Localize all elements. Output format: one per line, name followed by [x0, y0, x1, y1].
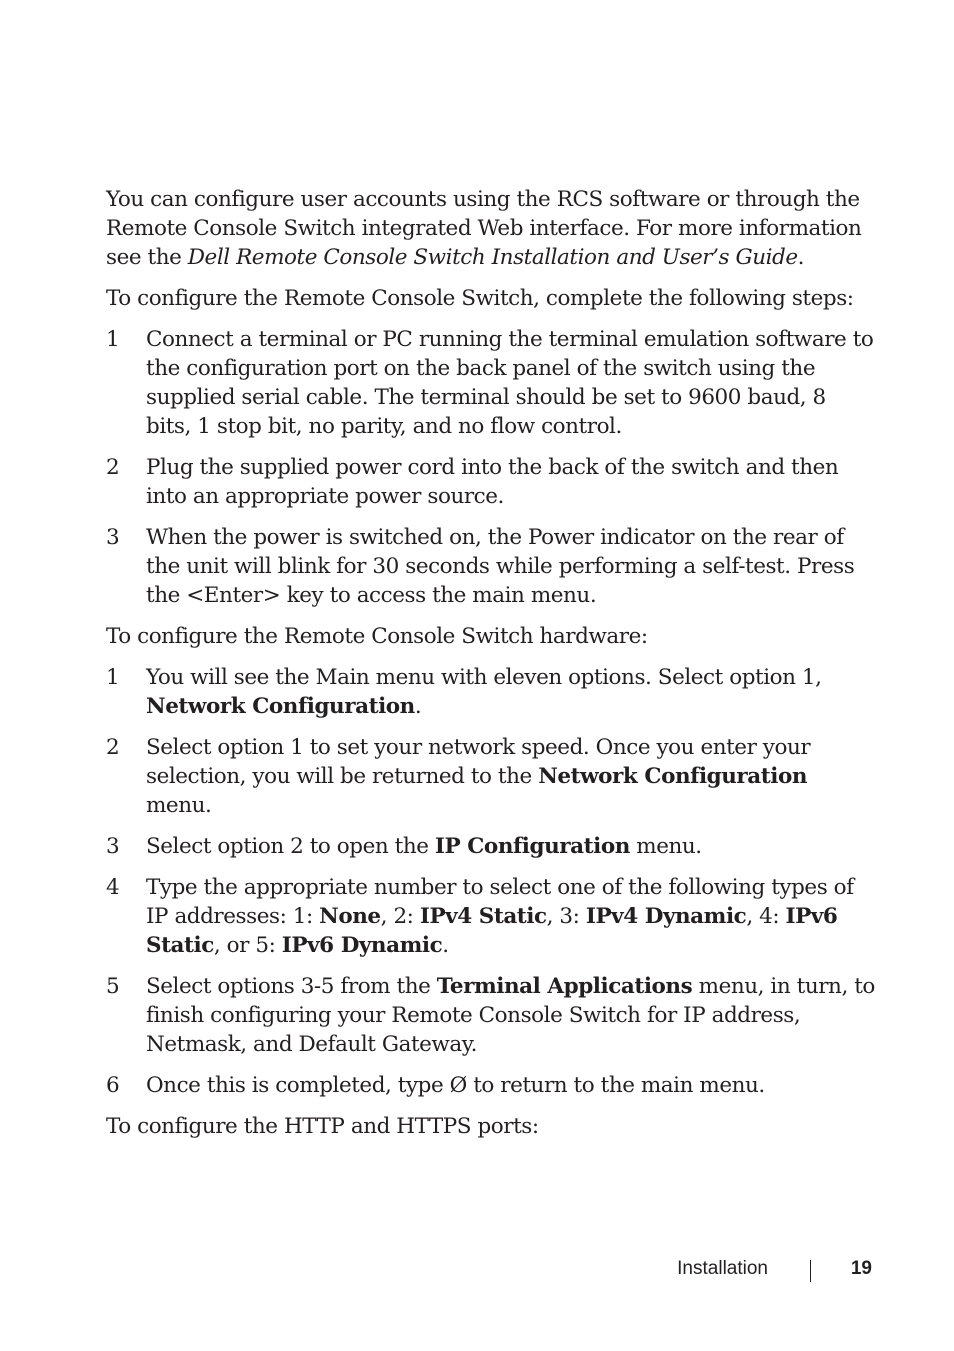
step-number: 4: [106, 875, 120, 900]
step-text: Select option 2 to open the IP Configuration menu.: [146, 834, 702, 859]
step-number: 3: [106, 834, 120, 859]
list-item: [106, 1071, 876, 1100]
hardware-intro: To configure the Remote Console Switch hardware:: [106, 624, 648, 649]
list-item: [106, 873, 876, 960]
page-footer: [0, 1258, 954, 1286]
document-body: [106, 185, 876, 1153]
list-item: [106, 663, 876, 721]
page-number: 19: [850, 1258, 872, 1279]
steps-intro: To configure the Remote Console Switch, complete the following steps:: [106, 286, 854, 311]
footer-section-title: Installation: [677, 1258, 768, 1279]
ports-intro: To configure the HTTP and HTTPS ports:: [106, 1114, 539, 1139]
step-number: 6: [106, 1073, 120, 1098]
step-number: 1: [106, 327, 120, 352]
step-text: When the power is switched on, the Power indicator on the rear of the unit will blink for 30 seconds while performing a self-test. Press the <Enter> key to access the main menu.: [146, 525, 855, 608]
step-text: Plug the supplied power cord into the back of the switch and then into an appropriate power source.: [146, 455, 839, 509]
guide-reference: Dell Remote Console Switch Installation and User’s Guide: [187, 245, 798, 270]
footer-divider: [810, 1260, 811, 1282]
step-text: Select options 3-5 from the Terminal Applications menu, in turn, to finish configuring your Remote Console Switch for IP address, Netmask, and Default Gateway.: [146, 974, 875, 1057]
list-item: [106, 832, 876, 861]
step-number: 1: [106, 665, 120, 690]
list-item: [106, 733, 876, 820]
step-text: Type the appropriate number to select one of the following types of IP addresses: 1: None, 2: IPv4 Static, 3: IPv4 Dynamic, 4: IPv6 Static, or 5: IPv6 Dynamic.: [146, 875, 854, 958]
step-number: 2: [106, 455, 120, 480]
step-text: Select option 1 to set your network speed. Once you enter your selection, you will be returned to the Network Configuration menu.: [146, 735, 811, 818]
step-text: Connect a terminal or PC running the terminal emulation software to the configuration port on the back panel of the switch using the supplied serial cable. The terminal should be set to 9600 baud, 8 bits, 1 stop bit, no parity, and no flow control.: [146, 327, 874, 439]
list-item: [106, 972, 876, 1059]
step-text: Once this is completed, type Ø to return to the main menu.: [146, 1073, 765, 1098]
intro-paragraph: You can configure user accounts using the RCS software or through the Remote Console Switch integrated Web interface. For more information see the Dell Remote Console Switch Installation and User’s Guide.: [106, 187, 862, 270]
step-number: 5: [106, 974, 120, 999]
list-item: [106, 453, 876, 511]
list-item: [106, 325, 876, 441]
step-number: 3: [106, 525, 120, 550]
list-item: [106, 523, 876, 610]
step-text: You will see the Main menu with eleven options. Select option 1, Network Configuration.: [146, 665, 822, 719]
step-number: 2: [106, 735, 120, 760]
